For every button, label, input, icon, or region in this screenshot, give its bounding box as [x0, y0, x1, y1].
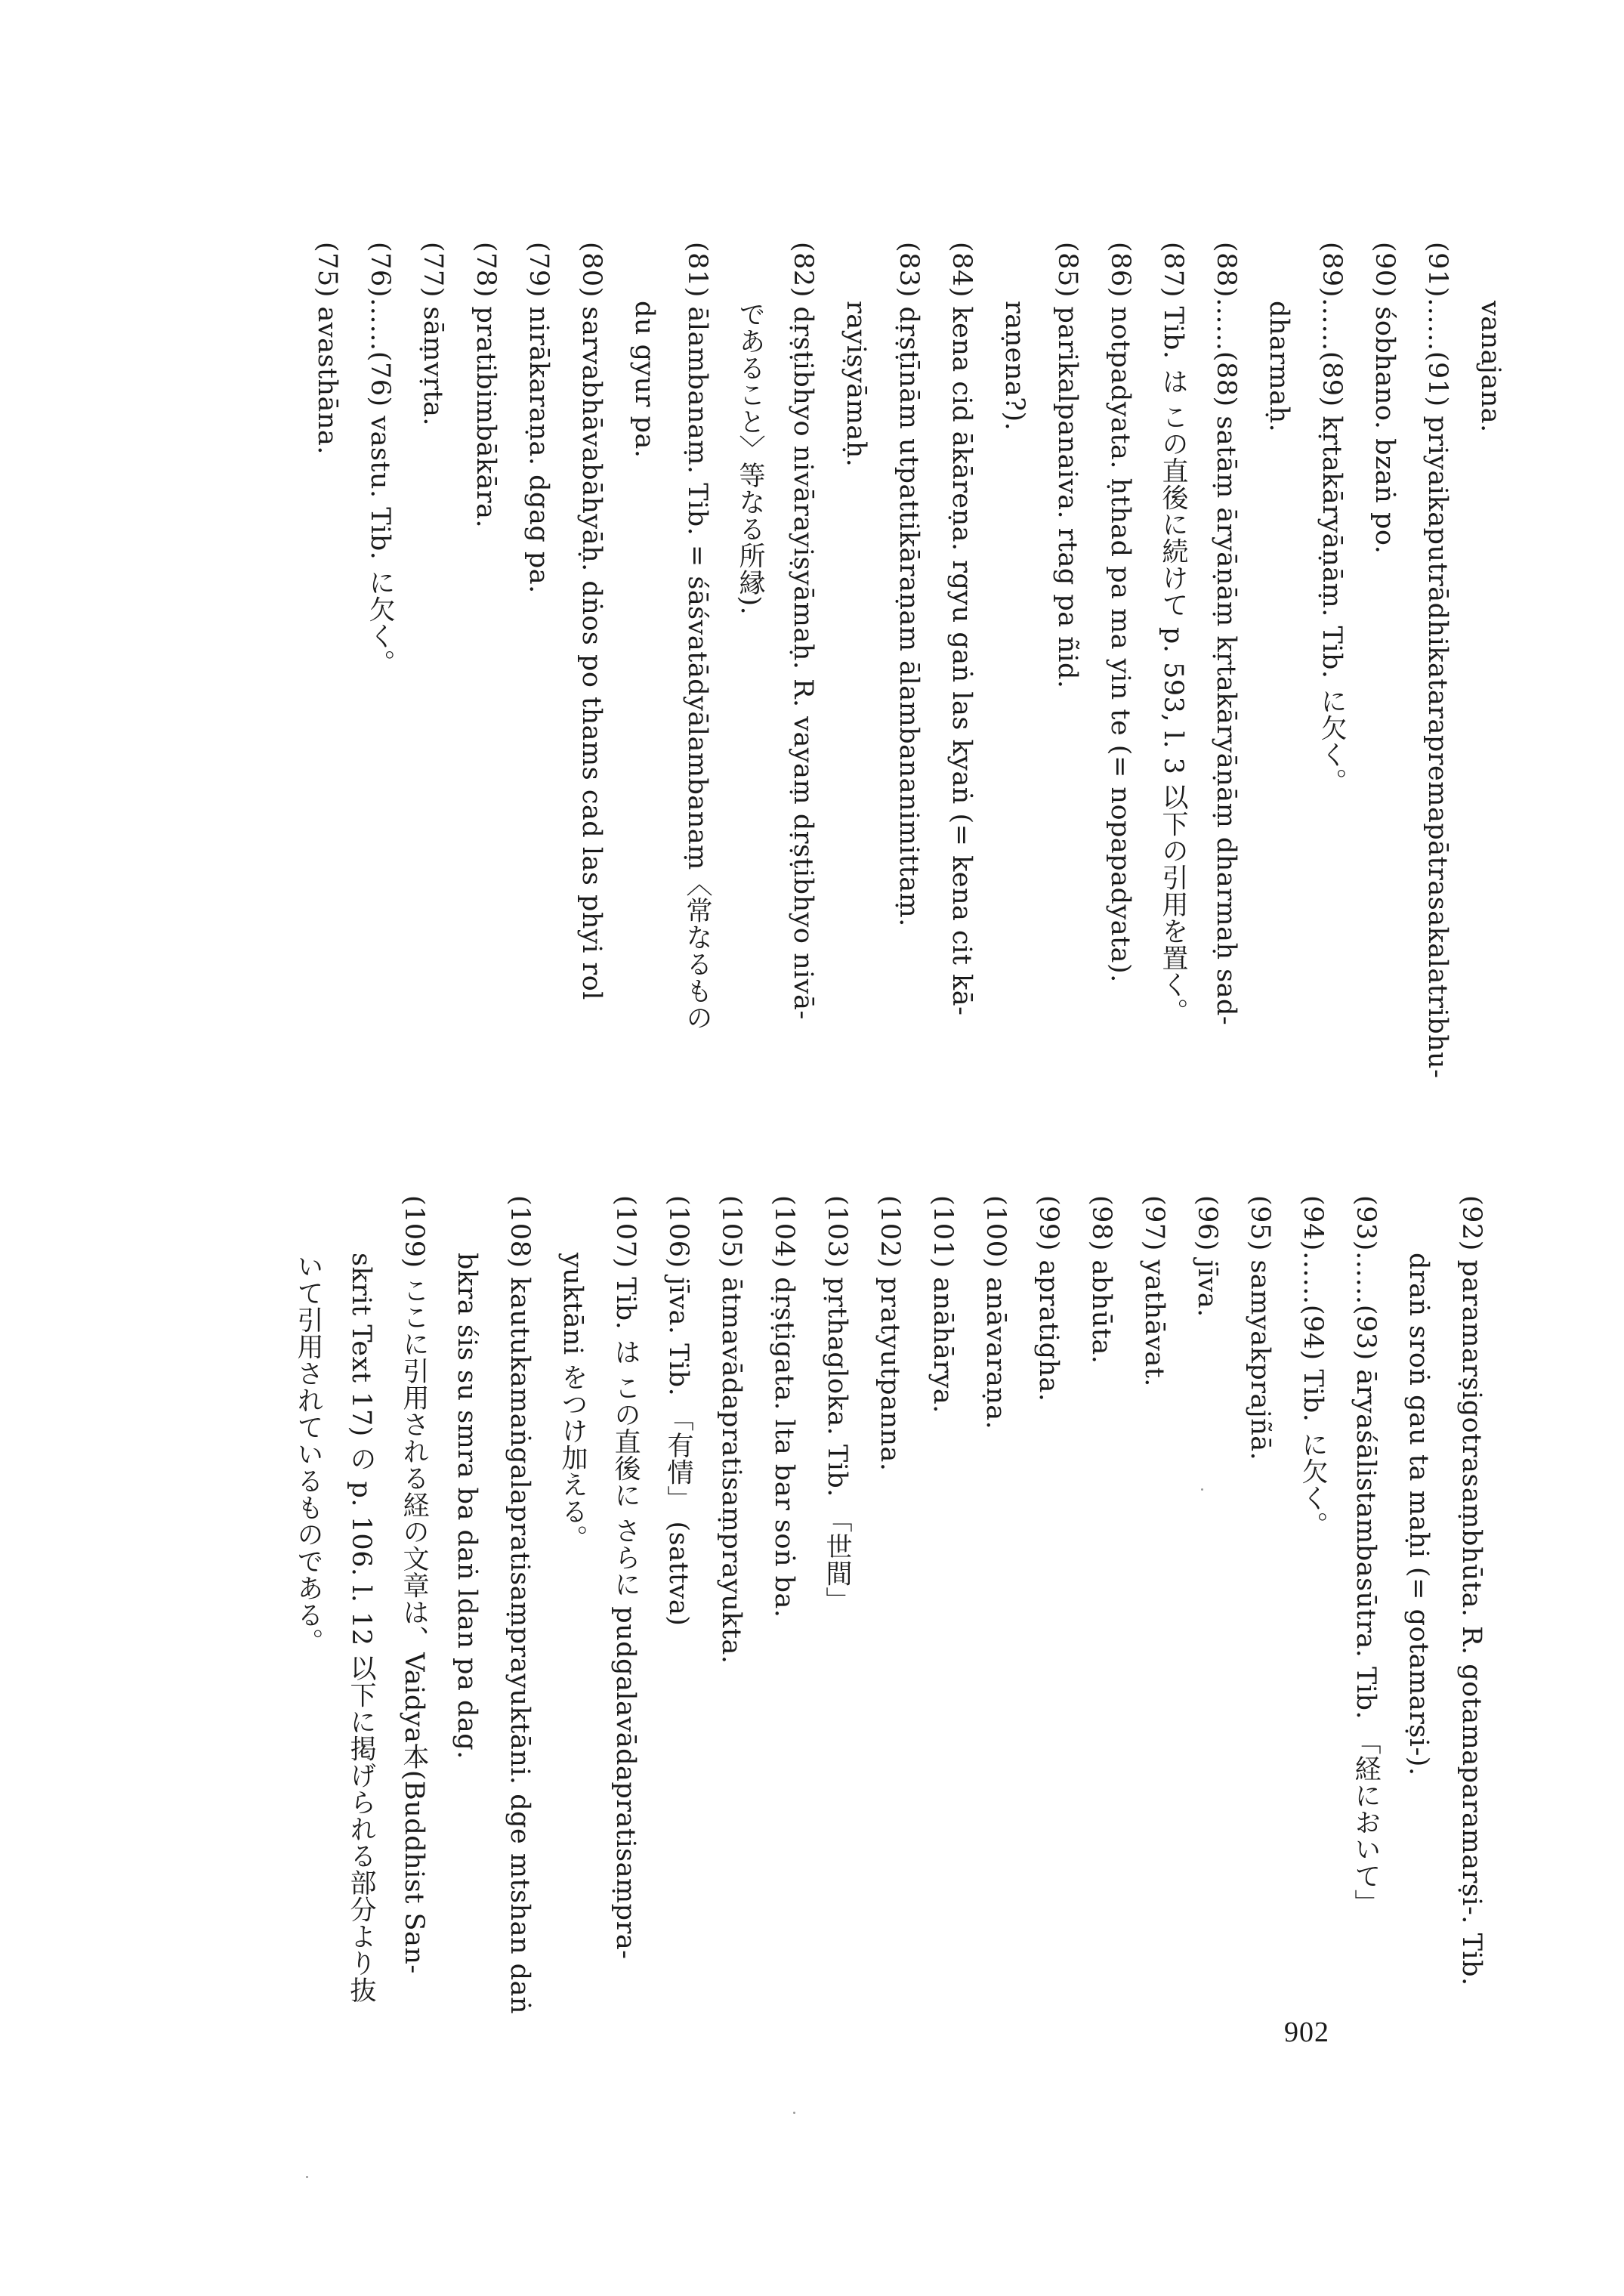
- footnote-92-cont: draṅ sroṅ gau ta maḥi (= gotamarṣi-).: [1403, 1253, 1434, 1776]
- footnote-109-cont: skrit Text 17) の p. 106. l. 12 以下に掲げられる部分より抜: [346, 1253, 376, 2004]
- footnote-102: (102) pratyutpanna.: [875, 1195, 905, 1472]
- footnote-92: (92) paramarṣigotrasaṃbhūta. R. gotamaparamarṣi-. Tib.: [1456, 1195, 1487, 1986]
- footnote-87: (87) Tib. は この直後に続けて p. 593, l. 3 以下の引用を置く。: [1158, 242, 1188, 1025]
- page-number: 902: [1284, 2016, 1329, 2048]
- footnote-84: (84) kena cid ākāreṇa. rgyu gaṅ las kyaṅ (= kena cit kā-: [946, 242, 977, 1016]
- footnote-91: (91)……(91) priyaikaputrādhikatarapremapātrasakalatribhu-: [1422, 242, 1453, 1079]
- footnote-100: (100) anāvaraṇa.: [980, 1195, 1011, 1430]
- footnote-109-cont2: いて引用されているものである。: [293, 1253, 323, 1655]
- scan-speck: [793, 2112, 795, 2114]
- footnote-78: (78) pratibimbākāra.: [471, 242, 501, 529]
- footnote-101: (101) anāhārya.: [928, 1195, 958, 1414]
- footnote-93: (93)……(93) āryaśālistambasūtra. Tib. 「経において」: [1351, 1195, 1381, 1917]
- scan-speck: [306, 2176, 308, 2178]
- footnote-75: (75) avasthāna.: [312, 242, 342, 455]
- footnote-85: (85) parikalpanaiva. rtag pa ñid.: [1052, 242, 1082, 689]
- footnote-81-cont: であること〉等なる所縁).: [735, 301, 765, 616]
- footnote-96: (96) jīva.: [1192, 1195, 1222, 1318]
- footnote-80-cont: du gyur pa.: [629, 301, 659, 459]
- footnote-108-cont: bkra śis su smra ba daṅ ldan pa dag.: [452, 1253, 482, 1760]
- footnote-107: (107) Tib. は この直後に さらに pudgalavādapratisaṃpra-: [610, 1195, 641, 1960]
- footnote-106: (106) jīva. Tib. 「有情」 (sattva): [663, 1195, 693, 1627]
- footnote-105: (105) ātmavādapratisaṃprayukta.: [716, 1195, 746, 1664]
- footnote-91-cont: vanajana.: [1475, 301, 1505, 433]
- footnote-84-cont: raṇena?).: [999, 301, 1030, 431]
- footnote-88-cont: dharmaḥ.: [1264, 301, 1294, 433]
- footnote-83: (83) dṛṣṭīnām utpattikāraṇam ālambananimittaṃ.: [894, 242, 924, 927]
- footnote-98: (98) abhūta.: [1086, 1195, 1116, 1364]
- footnote-86: (86) notpadyata. ḥthad pa ma yin te (= nopapadyata).: [1105, 242, 1135, 983]
- footnote-109: (109) ここに引用される経の文章は、Vaidya本(Buddhist San-: [399, 1195, 429, 1974]
- footnote-88: (88)……(88) satāṃ āryāṇāṃ kṛtakāryāṇāṃ dharmaḥ sad-: [1211, 242, 1241, 1026]
- footnote-108: (108) kautukamaṅgalapratisaṃprayuktāni. dge mtshan daṅ: [505, 1195, 535, 2014]
- footnote-76: (76)……(76) vastu. Tib. に欠く。: [365, 242, 395, 676]
- footnote-90: (90) śobhano. bzaṅ po.: [1369, 242, 1400, 555]
- footnote-103: (103) pṛthagloka. Tib. 「世間」: [822, 1195, 852, 1614]
- footnote-95: (95) samyakprajñā.: [1245, 1195, 1275, 1461]
- footnote-89: (89)……(89) kṛtakāryāṇāṃ. Tib. に欠く。: [1317, 242, 1347, 796]
- footnote-107-cont: yuktāni をつけ加える。: [557, 1253, 588, 1552]
- footnote-99: (99) apratigha.: [1033, 1195, 1064, 1402]
- footnote-104: (104) dṛṣṭigata. lta bar soṅ ba.: [769, 1195, 799, 1618]
- footnote-80: (80) sarvabhāvabāhyāḥ. dṅos po thams cad las phyi rol: [576, 242, 607, 1001]
- footnote-94: (94)……(94) Tib. に欠く。: [1298, 1195, 1328, 1539]
- footnote-82: (82) dṛṣṭibhyo nivārayiṣyāmaḥ. R. vayaṃ dṛṣṭibhyo nivā-: [788, 242, 818, 1020]
- footnote-79: (79) nirākaraṇa. dgag pa.: [523, 242, 554, 594]
- footnote-97: (97) yathāvat.: [1139, 1195, 1169, 1387]
- footnote-77: (77) sāṃvṛta.: [418, 242, 448, 427]
- footnote-81: (81) ālambanaṃ. Tib. = śāśvatādyālambanaṃ〈常なるもの: [682, 242, 712, 1031]
- footnote-82-cont: rayiṣyāmaḥ.: [841, 301, 871, 468]
- scan-speck: [1201, 1488, 1203, 1491]
